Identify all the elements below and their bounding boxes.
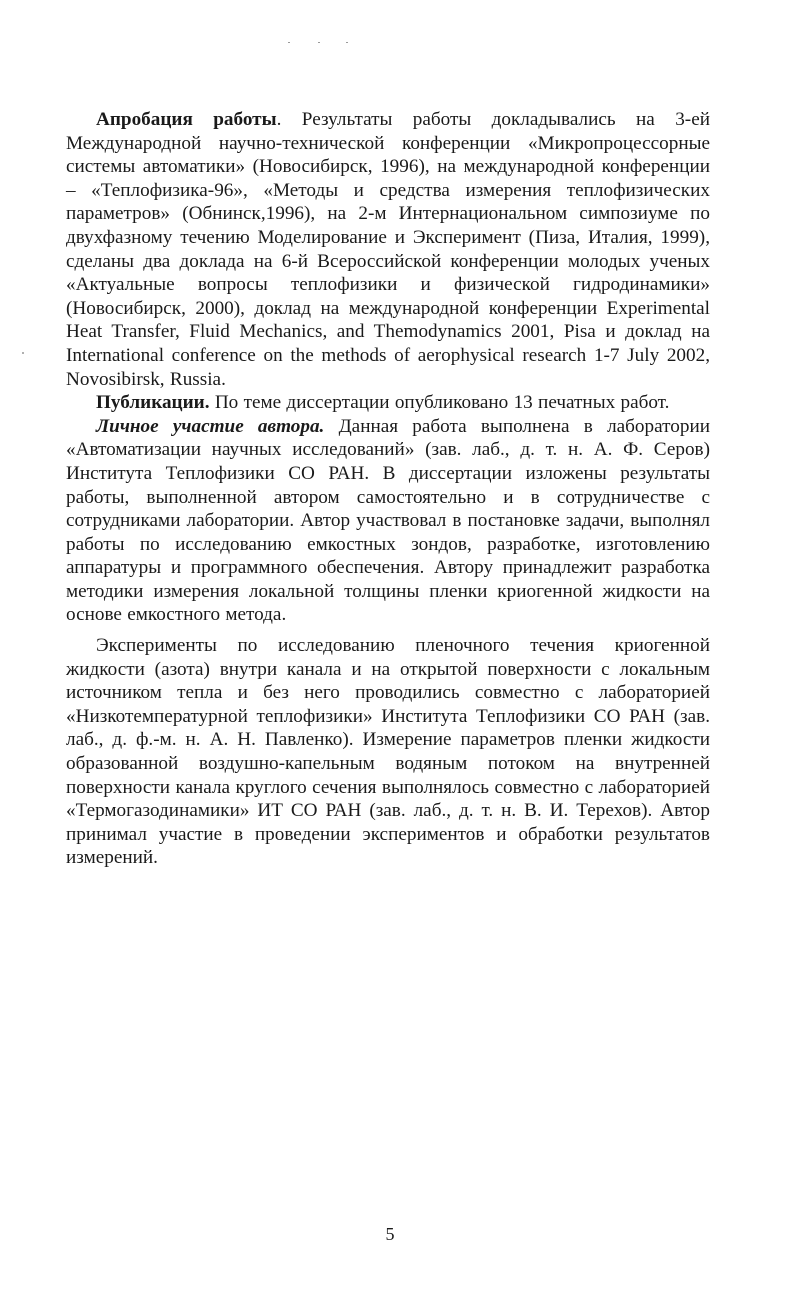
- paragraph-personal-contribution: [66, 415, 710, 627]
- experiments-text: Эксперименты по исследованию пленочного течения криогенной жидкости (азота) внутри канала и на открытой поверхности с локальным источником тепла и без него проводились совместно с лабораторией «Низкотемпературной теплофизики» Института Теплофизики СО РАН (зав. лаб., д. ф.-м. н. А. Н. Павленко). Измерение параметров пленки жидкости образованной воздушно-капельным водяным потоком на внутренней поверхности канала круглого сечения выполнялось совместно с лабораторией «Термогазодинамики» ИТ СО РАН (зав. лаб., д. т. н. В. И. Терехов). Автор принимал участие в проведении экспериментов и обработки результатов измерений.: [66, 635, 710, 869]
- paragraph-approbation: [66, 108, 710, 391]
- scan-speck: [318, 42, 320, 43]
- approbation-heading: Апробация работы: [96, 109, 277, 130]
- paragraph-experiments: [66, 634, 710, 870]
- paragraph-publications: [66, 391, 710, 415]
- personal-contribution-heading: Личное участие автора.: [96, 415, 325, 437]
- scan-speck: [288, 42, 290, 43]
- scan-speck: [346, 42, 348, 43]
- body-text: [66, 108, 710, 870]
- publications-heading: Публикации.: [96, 392, 210, 414]
- scan-specks: [288, 40, 358, 46]
- personal-contribution-text: Данная работа выполнена в лаборатории «Автоматизации научных исследований» (зав. лаб., д. т. н. А. Ф. Серов) Института Теплофизики СО РАН. В диссертации изложены результаты работы, выполненной автором самостоятельно и в сотрудничестве с сотрудниками лаборатории. Автор участвовал в постановке задачи, выполнял работы по исследованию емкостных зондов, разработке, изготовлению аппаратуры и программного обеспечения. Автору принадлежит разработка методики измерения локальной толщины пленки криогенной жидкости на основе емкостного метода.: [66, 415, 710, 626]
- publications-text: По теме диссертации опубликовано 13 печатных работ.: [209, 392, 670, 414]
- scan-margin-mark: [22, 352, 24, 354]
- approbation-text: . Результаты работы докладывались на 3-ей Международной научно-технической конференции «Микропроцессорные системы автоматики» (Новосибирск, 1996), на международной конференции – «Теплофизика-96», «Методы и средства измерения теплофизических параметров» (Обнинск,1996), на 2-м Интернациональном симпозиуме по двухфазному течению Моделирование и Эксперимент (Пиза, Италия, 1999), сделаны два доклада на 6-й Всероссийской конференции молодых ученых «Актуальные вопросы теплофизики и физической гидродинамики» (Новосибирск, 2000), доклад на международной конференции Experimental Heat Transfer, Fluid Mechanics, and Themodynamics 2001, Pisa и доклад на International conference on the methods of aerophysical research 1-7 July 2002, Novosibirsk, Russia.: [66, 109, 710, 390]
- page-number: 5: [385, 1224, 395, 1244]
